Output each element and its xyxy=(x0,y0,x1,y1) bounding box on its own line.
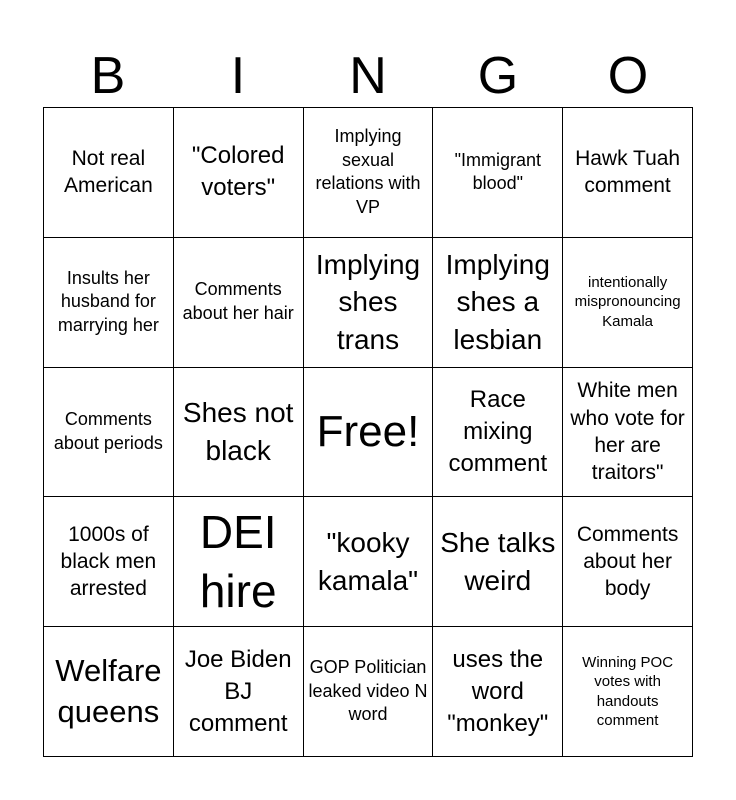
bingo-board xyxy=(43,107,693,757)
header-letter-n: N xyxy=(349,47,387,105)
bingo-cell-r1-c1[interactable] xyxy=(44,108,174,238)
bingo-cell-r5-c1[interactable] xyxy=(44,627,174,757)
bingo-cell-free[interactable] xyxy=(304,368,434,498)
cell-text: uses the word "monkey" xyxy=(447,645,549,737)
cell-text: White men who vote for her are traitors" xyxy=(570,379,685,485)
cell-text: Shes not black xyxy=(182,397,294,466)
bingo-cell-r2-c1[interactable] xyxy=(44,238,174,368)
cell-text: Implying shes a lesbian xyxy=(445,248,550,356)
cell-text: intentionally mispronouncing Kamala xyxy=(574,273,681,330)
cell-text: GOP Politician leaked video N word xyxy=(308,656,428,725)
header-letter-g: G xyxy=(477,47,519,105)
free-space-text: Free! xyxy=(316,406,420,456)
bingo-cell-r5-c3[interactable] xyxy=(304,627,434,757)
bingo-cell-r3-c4[interactable] xyxy=(433,368,563,498)
header-letter-i: I xyxy=(230,47,246,105)
bingo-cell-r5-c4[interactable] xyxy=(433,627,563,757)
bingo-cell-r2-c2[interactable] xyxy=(174,238,304,368)
bingo-cell-r4-c3[interactable] xyxy=(304,497,434,627)
bingo-cell-r2-c5[interactable] xyxy=(563,238,693,368)
cell-text: Insults her husband for marrying her xyxy=(57,267,159,336)
cell-text: "kooky kamala" xyxy=(317,526,419,596)
bingo-cell-r1-c5[interactable] xyxy=(563,108,693,238)
cell-text: DEI hire xyxy=(199,505,277,617)
bingo-cell-r1-c3[interactable] xyxy=(304,108,434,238)
header-letter-o: O xyxy=(607,47,649,105)
bingo-cell-r4-c2[interactable] xyxy=(174,497,304,627)
bingo-cell-r5-c5[interactable] xyxy=(563,627,693,757)
bingo-cell-r3-c5[interactable] xyxy=(563,368,693,498)
bingo-header xyxy=(43,44,693,108)
cell-text: Welfare queens xyxy=(55,653,162,729)
cell-text: She talks weird xyxy=(440,526,556,596)
cell-text: Comments about her hair xyxy=(182,279,294,324)
bingo-cell-r3-c2[interactable] xyxy=(174,368,304,498)
cell-text: Implying sexual relations with VP xyxy=(315,125,421,218)
bingo-cell-r2-c3[interactable] xyxy=(304,238,434,368)
bingo-cell-r4-c1[interactable] xyxy=(44,497,174,627)
cell-text: "Immigrant blood" xyxy=(454,149,541,194)
cell-text: Implying shes trans xyxy=(315,248,421,356)
cell-text: Comments about periods xyxy=(53,409,163,453)
bingo-cell-r4-c5[interactable] xyxy=(563,497,693,627)
header-letter-b: B xyxy=(90,47,126,105)
cell-text: Winning POC votes with handouts comment xyxy=(582,653,674,730)
cell-text: Not real American xyxy=(64,147,153,198)
cell-text: "Colored voters" xyxy=(191,142,285,202)
cell-text: Comments about her body xyxy=(576,522,679,601)
cell-text: Hawk Tuah comment xyxy=(575,147,681,198)
cell-text: 1000s of black men arrested xyxy=(60,522,157,601)
bingo-cell-r5-c2[interactable] xyxy=(174,627,304,757)
cell-text: Joe Biden BJ comment xyxy=(184,645,292,737)
bingo-cell-r1-c4[interactable] xyxy=(433,108,563,238)
bingo-cell-r4-c4[interactable] xyxy=(433,497,563,627)
bingo-cell-r1-c2[interactable] xyxy=(174,108,304,238)
cell-text: Race mixing comment xyxy=(448,386,548,477)
bingo-cell-r2-c4[interactable] xyxy=(433,238,563,368)
bingo-cell-r3-c1[interactable] xyxy=(44,368,174,498)
